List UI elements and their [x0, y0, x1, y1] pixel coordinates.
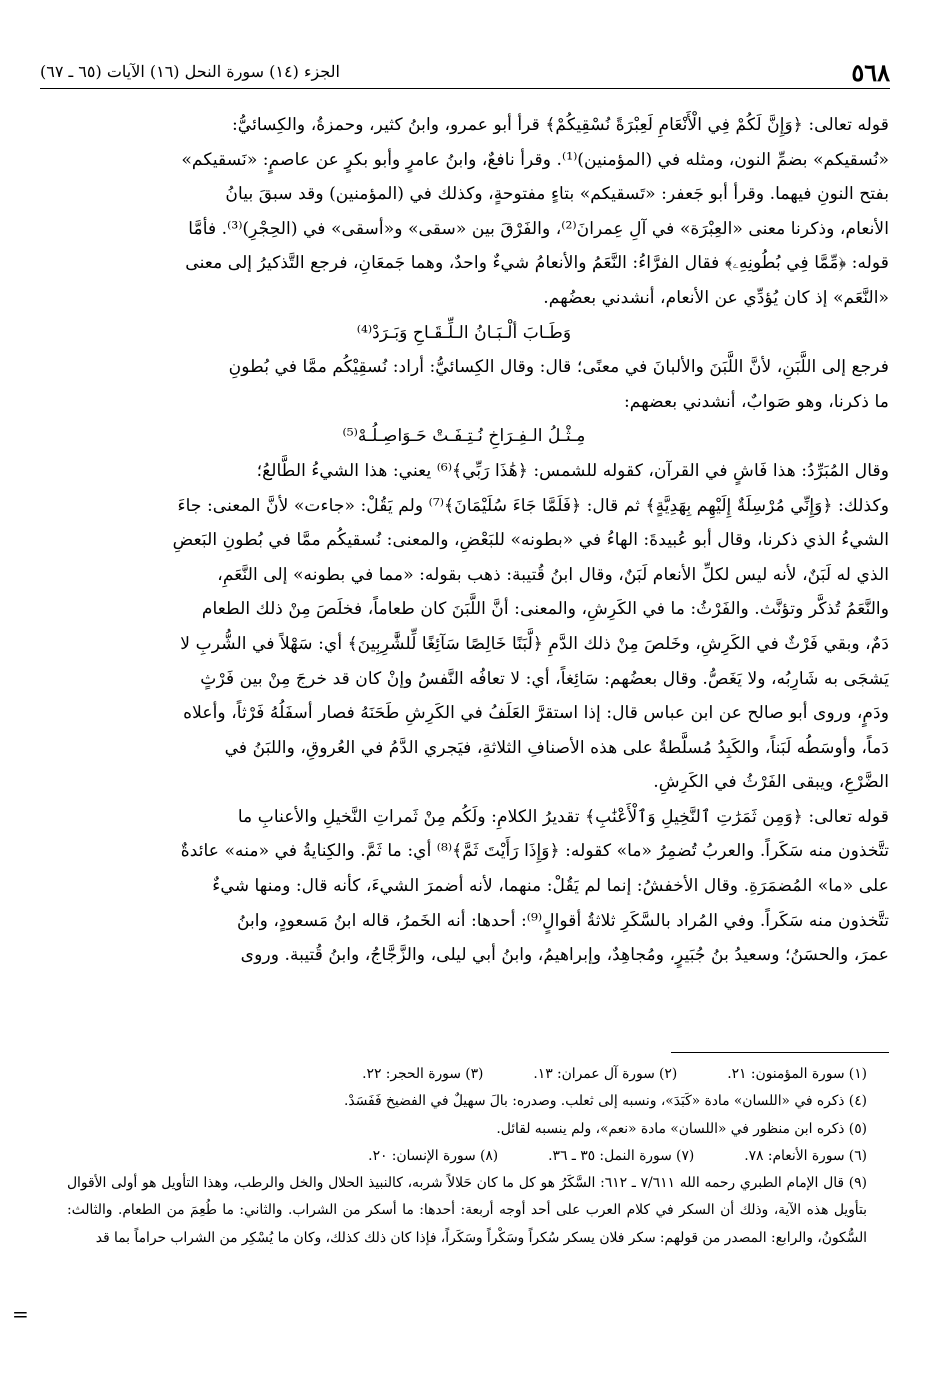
text-line: ما ذكرنا، وهو صَوابٌ، أنشدني بعضهم: [623, 391, 889, 412]
footnote-9: (٩) قال الإمام الطبري رحمه الله ٧/٦١١ ـ ٦١٢: السَّكَرُ هو كل ما كان حَلالاً شربه، كالنبيذ الحلال والخل والرطب، وهذا التأويل هو أولى الأقوال بتأويل هذه الآية، وذلك أن السكر في كلام العرب على أحد أوجه أربعة: أحدها: ما أسكر من الشراب. والثاني: ما طُعِمَ من الطعام. والثالث: السُّكونُ، والرابع: المصدر من قولهم: سكر فلان يسكر سُكراً وسَكْراً وسَكَراً، فإذا كان ذلك كذلك، وكان ما يُسْكِر من الشراب حراماً بما قد [67, 1175, 867, 1246]
footnote-row [67, 1143, 867, 1170]
text-line: تتَّخذون منه سَكَراً. وفي المُراد بالسَّكَرِ ثلاثةُ أقوالٍ⁽⁹⁾: أحدها: أنه الخَمرُ، قاله ابنُ مَسعودٍ، وابنُ [236, 910, 889, 931]
footnote-7: (٧) سورة النمل: ٣٥ ـ ٣٦. [548, 1147, 695, 1164]
text-line: بفتح النونِ فيهما. وقرأ أبو جَعفر: «تَسقيكم» بتاءٍ مفتوحةٍ، وكذلك في (المؤمنين) وقد سبقَ بيانُ [225, 184, 889, 205]
text-line: قوله تعالى: ﴿وَمِن ثَمَرَٰتِ ٱلنَّخِيلِ وَٱلْأَعْنَٰبِ﴾ تقديرُ الكلامِ: ولَكُم مِنْ ثَمراتِ النَّخيلِ والأعنابِ ما [237, 806, 889, 827]
text-line: الذي له لَبَنٌ، لأنه ليس لكلِّ الأنعام لَبَنٌ، وقال ابنُ قُتيبة: ذهب بقوله: «مما في بطونه» إلى النَّعَمِ، [217, 564, 889, 585]
text-line: ودَمٍ، وروى أبو صالح عن ابن عباس قال: إذا استقرَّ العَلَفُ في الكَرِشِ طَحَنَهُ فصار أسفَلُهُ فَرْثاً، وأعلاه [183, 703, 889, 724]
text-line: دَمٌ، وبقي فَرْثٌ في الكَرِشِ، وخَلصَ مِنْ ذلك الدَّمِ ﴿لَّبَنًا خَالِصًا سَآئِغًا لِّلشَّٰرِبِينَ﴾ أي: سَهْلاً في الشُّربِ لا [180, 633, 889, 654]
text-line: تتَّخذون منه سَكَراً. والعربُ تُضمِرُ «ما» كقوله: ﴿وَإِذَا رَأَيْتَ ثَمَّ﴾⁽⁸⁾ أي: ما ثَمَّ. والكِنايةُ في «منه» عائدةٌ [180, 841, 889, 862]
text-line: يَشجَى به شَارِبُه، ولا يَغَصُّ. وقال بعضُهم: سَائِغاً، أي: لا تعافُه النَّفسُ وإنْ كان قد خرجَ مِنْ بين فَرْثٍ [200, 668, 889, 689]
text-line: «نُسقيكم» بضمِّ النون، ومثله في (المؤمنين)⁽¹⁾. وقرأ نافعٌ، وابنُ عامرٍ وأبو بكرٍ عن عاصمٍ: «نَسقيكم» [181, 149, 889, 170]
running-title: الجزء (١٤) سورة النحل (١٦) الآيات (٦٥ ـ ٦٧) [40, 62, 340, 81]
footnote-1: (١) سورة المؤمنون: ٢١. [727, 1066, 867, 1082]
page-header [40, 58, 890, 89]
footnote-2: (٢) سورة آل عمران: ١٣. [533, 1066, 678, 1082]
text-line: قوله تعالى: ﴿وَإِنَّ لَكُمْ فِي الْأَنْعَامِ لَعِبْرَةً نُسْقِيكُمْ﴾ قرأ أبو عمرو، وابنُ كثير، وحمزةُ، والكِسائيُّ: [231, 115, 889, 135]
footnote-row [67, 1061, 867, 1088]
text-line: «النَّعَم» إذ كان يُؤدِّي عن الأنعام، أنشدني بعضُهم. [543, 287, 889, 308]
footnote-4: (٤) ذكره في «اللسان» مادة «كَبَدَ»، ونسبه إلى ثعلب. وصدره: بالَ سهيلٌ في الفضيخ فَفَسَدْ. [344, 1093, 867, 1110]
footnote-6: (٦) سورة الأنعام: ٧٨. [744, 1147, 867, 1164]
main-text [39, 108, 889, 973]
text-line: دَماً، وأوسَطُه لَبَناً، والكَبِدُ مُسلَّطةٌ على هذه الأصنافِ الثلاثةِ، فيَجري الدَّمُ في العُروقِ، واللبَنُ في [224, 737, 889, 758]
footnote-divider [671, 1052, 889, 1053]
page-number: ٥٦٨ [851, 58, 890, 87]
text-line: الأنعام، وذكرنا معنى «العِبْرَة» في آلِ عِمرانَ⁽²⁾، والفَرْقَ بين «سقى» و«أسقى» في (الحِجْرِ)⁽³⁾. فأمَّا [188, 218, 889, 239]
text-line: قوله: ﴿مِّمَّا فِي بُطُونِهِۦ﴾ فقال الفرَّاءُ: النَّعَمُ والأنعامُ شيءٌ واحدٌ، وهما جَمعَانِ، فرجع التَّذكيرُ إلى معنى [185, 253, 889, 274]
continuation-mark: = [12, 1302, 29, 1326]
text-line: على «ما» المُضمَرَةِ. وقال الأخفشُ: إنما لم يَقُلْ: منهما، لأنه أضمرَ الشيءَ، كأنه قال: ومنها شيءٌ [212, 876, 889, 897]
text-line: عمرَ، والحسَنُ؛ وسعيدُ بنُ جُبَيرٍ، ومُجاهِدٌ، وإبراهيمُ، وابنُ أبي ليلى، والزَّجَّاجُ، وابنُ قُتيبة. وروى [240, 945, 889, 966]
text-line: الضَّرْعِ، ويبقى الفَرْثُ في الكَرِشِ. [653, 772, 889, 793]
footnote-3: (٣) سورة الحجر: ٢٢. [362, 1066, 484, 1082]
text-line: وقال المُبَرِّدُ: هذا فَاشٍ في القرآن، كقوله للشمس: ﴿هَٰذَا رَبِّي﴾⁽⁶⁾ يعني: هذا الشيءُ الطَّالعُ؛ [256, 460, 889, 481]
text-line: الشيءُ الذي ذكرنا، وقال أبو عُبيدةَ: الهاءُ في «بطونه» للبَعْضِ، والمعنى: نُسقيكُم ممَّا في بُطونِ البَعضِ [172, 530, 889, 551]
text-line: وكذلك: ﴿وَإِنِّي مُرْسِلَةٌ إِلَيْهِم بِهَدِيَّةٍ﴾ ثم قال: ﴿فَلَمَّا جَاءَ سُلَيْمَانَ﴾⁽⁷⁾ ولم يَقُلْ: «جاءت» لأنَّ المعنى: جاءَ [177, 495, 889, 516]
text-line: فرجع إلى اللَّبَنِ، لأنَّ اللَّبَنَ والألبانَ في معنًى؛ قال: وقال الكِسائيُّ: أراد: نُسقِيْكُم ممَّا في بُطونِ [228, 357, 889, 378]
poetry-verse: وَطَـابَ ألْـبَـانُ الـلِّـقَـاحِ وَبَـرَدْ⁽⁴⁾ [356, 322, 572, 343]
poetry-verse: مِـثْـلُ الـفِـرَاخِ نُـتِـفَـتْ حَـوَاصِـلُـهْ⁽⁵⁾ [342, 426, 586, 447]
text-line: والنَّعَمُ تُذكَّر وتؤنَّث. والفَرْثُ: ما في الكَرِشِ، والمعنى: أنَّ اللَّبَنَ كان طعاماً، فخلَصَ مِنْ ذلك الطعام [201, 599, 889, 620]
footnote-5: (٥) ذكره ابن منظور في «اللسان» مادة «نعم»، ولم ينسبه لقائل. [496, 1120, 867, 1137]
footnote-8: (٨) سورة الإنسان: ٢٠. [368, 1147, 499, 1164]
footnotes [67, 1061, 867, 1252]
